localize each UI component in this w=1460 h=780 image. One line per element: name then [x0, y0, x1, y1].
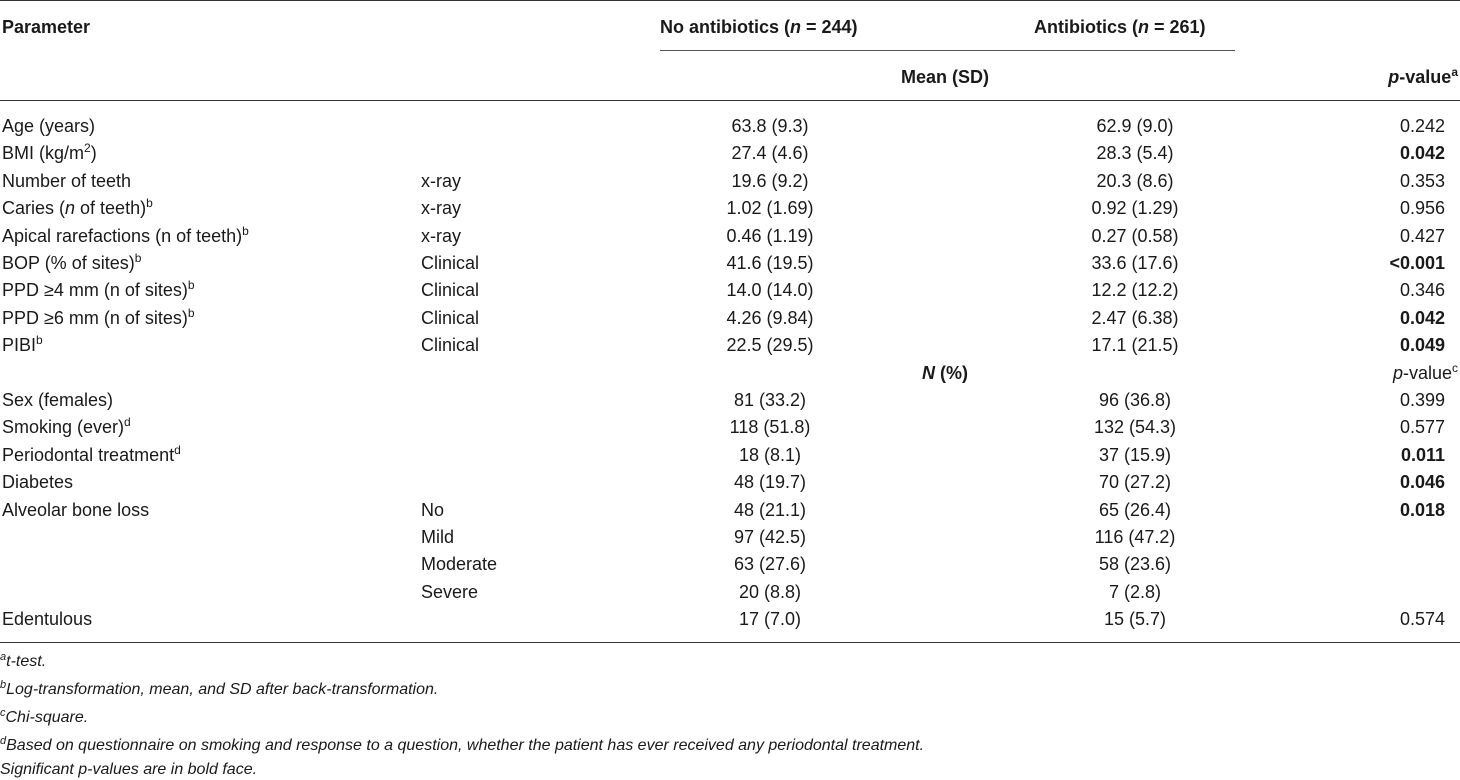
row-label: PIBI$^b$ — [2, 333, 43, 355]
row-no-antibiotics-value: 0.46 (1.19) — [726, 226, 814, 246]
footnote: $^b$Log-transformation, mean, and SD after back-transformation. — [0, 679, 439, 698]
row-antibiotics-value: 17.1 (21.5) — [1091, 335, 1179, 355]
row-label: Diabetes — [2, 472, 74, 492]
row-p-value: 0.042 — [1399, 143, 1445, 163]
row-p-value: 0.018 — [1399, 500, 1445, 520]
row-label: Apical rarefactions (n of teeth)$^b$ — [2, 224, 249, 246]
row-antibiotics-value: 37 (15.9) — [1098, 445, 1172, 465]
row-no-antibiotics-value: 17 (7.0) — [738, 609, 802, 629]
row-method: No — [421, 500, 445, 520]
row-p-value: 0.242 — [1399, 116, 1445, 136]
header-p-value-chi: p-value$^c$ — [1392, 361, 1458, 383]
row-no-antibiotics-value: 22.5 (29.5) — [726, 335, 814, 355]
row-antibiotics-value: 62.9 (9.0) — [1096, 116, 1174, 136]
row-label: PPD ≥6 mm (n of sites)$^b$ — [2, 306, 195, 328]
row-antibiotics-value: 28.3 (5.4) — [1096, 143, 1174, 163]
row-no-antibiotics-value: 97 (42.5) — [733, 527, 807, 547]
row-antibiotics-value: 132 (54.3) — [1093, 417, 1177, 437]
row-p-value: 0.577 — [1399, 417, 1445, 437]
row-antibiotics-value: 0.27 (0.58) — [1091, 226, 1179, 246]
row-method: Clinical — [421, 280, 480, 300]
row-no-antibiotics-value: 14.0 (14.0) — [726, 280, 814, 300]
row-method: x-ray — [421, 226, 461, 246]
row-antibiotics-value: 33.6 (17.6) — [1091, 253, 1179, 273]
row-antibiotics-value: 58 (23.6) — [1098, 554, 1172, 574]
row-no-antibiotics-value: 4.26 (9.84) — [726, 308, 814, 328]
footnote: $^d$Based on questionnaire on smoking and response to a question, whether the patient has ever received any periodontal treatment. — [0, 735, 925, 754]
row-p-value: 0.353 — [1399, 171, 1445, 191]
row-p-value: 0.956 — [1399, 198, 1445, 218]
row-no-antibiotics-value: 63.8 (9.3) — [731, 116, 809, 136]
header-antibiotics: Antibiotics (n = 261) — [1034, 17, 1206, 37]
row-antibiotics-value: 2.47 (6.38) — [1091, 308, 1179, 328]
row-antibiotics-value: 15 (5.7) — [1103, 609, 1167, 629]
row-no-antibiotics-value: 18 (8.1) — [738, 445, 802, 465]
row-label: BMI $(kg/m^2)$ — [2, 141, 97, 163]
row-p-value: 0.346 — [1399, 280, 1445, 300]
row-no-antibiotics-value: 1.02 (1.69) — [726, 198, 814, 218]
row-no-antibiotics-value: 63 (27.6) — [733, 554, 807, 574]
row-label: Alveolar bone loss — [2, 500, 150, 520]
row-antibiotics-value: 7 (2.8) — [1108, 582, 1162, 602]
row-label: Edentulous — [2, 609, 93, 629]
footnote: $^c$Chi-square. — [0, 707, 89, 726]
footnote: Significant p-values are in bold face. — [0, 761, 258, 778]
row-label: BOP (% of sites)$^b$ — [2, 251, 142, 273]
row-method: x-ray — [421, 171, 461, 191]
header-p-value: p-value$^a$ — [1388, 65, 1458, 87]
row-p-value: 0.574 — [1399, 609, 1445, 629]
row-antibiotics-value: 96 (36.8) — [1098, 390, 1172, 410]
header-mean-sd: Mean (SD) — [900, 67, 990, 87]
header-bottom-rule — [0, 100, 1460, 101]
row-no-antibiotics-value: 27.4 (4.6) — [731, 143, 809, 163]
row-antibiotics-value: 65 (26.4) — [1098, 500, 1172, 520]
row-no-antibiotics-value: 41.6 (19.5) — [726, 253, 814, 273]
row-method: Clinical — [421, 335, 480, 355]
header-no-antibiotics: No antibiotics (n = 244) — [660, 17, 858, 37]
row-no-antibiotics-value: 118 (51.8) — [729, 417, 811, 437]
row-p-value: 0.042 — [1399, 308, 1445, 328]
row-p-value: 0.046 — [1399, 472, 1445, 492]
row-label: Caries (n of teeth)$^b$ — [2, 196, 153, 218]
row-method: Clinical — [421, 253, 480, 273]
header-n-percent: N (%) — [922, 363, 968, 383]
row-p-value: 0.427 — [1399, 226, 1445, 246]
row-label: Number of teeth — [2, 171, 132, 191]
row-no-antibiotics-value: 48 (21.1) — [733, 500, 807, 520]
row-label: PPD ≥4 mm (n of sites)$^b$ — [2, 278, 195, 300]
row-method: Mild — [421, 527, 455, 547]
row-antibiotics-value: 116 (47.2) — [1094, 527, 1176, 547]
table-bottom-rule — [0, 642, 1460, 643]
row-method: Clinical — [421, 308, 480, 328]
row-method: x-ray — [421, 198, 461, 218]
row-p-value: 0.399 — [1399, 390, 1445, 410]
row-label: Sex (females) — [2, 390, 114, 410]
row-method: Moderate — [421, 554, 498, 574]
row-no-antibiotics-value: 20 (8.8) — [738, 582, 802, 602]
row-method: Severe — [421, 582, 479, 602]
row-antibiotics-value: 12.2 (12.2) — [1091, 280, 1179, 300]
table-top-rule — [0, 0, 1460, 1]
header-parameter: Parameter — [2, 17, 91, 37]
row-label: Periodontal treatment$^d$ — [2, 443, 181, 465]
row-p-value: <0.001 — [1389, 253, 1445, 273]
row-label: Age (years) — [2, 116, 96, 136]
row-p-value: 0.011 — [1400, 445, 1445, 465]
row-no-antibiotics-value: 81 (33.2) — [733, 390, 807, 410]
row-antibiotics-value: 70 (27.2) — [1098, 472, 1172, 492]
group-rule — [660, 50, 1235, 51]
row-antibiotics-value: 20.3 (8.6) — [1096, 171, 1174, 191]
row-no-antibiotics-value: 48 (19.7) — [733, 472, 807, 492]
footnote: $^a$t-test. — [0, 651, 47, 670]
row-p-value: 0.049 — [1399, 335, 1445, 355]
row-no-antibiotics-value: 19.6 (9.2) — [731, 171, 809, 191]
row-antibiotics-value: 0.92 (1.29) — [1091, 198, 1179, 218]
row-label: Smoking (ever)$^d$ — [2, 415, 131, 437]
